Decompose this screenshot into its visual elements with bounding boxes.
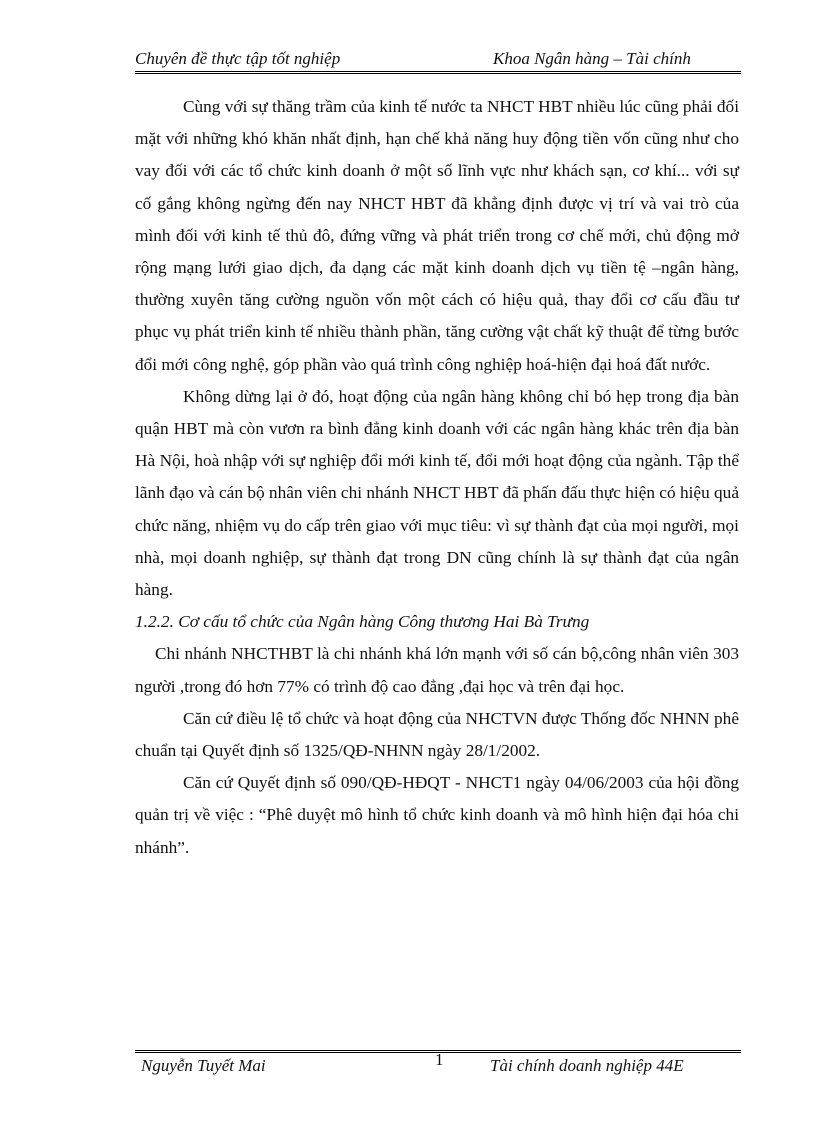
footer-course: Tài chính doanh nghiệp 44E [490, 1056, 684, 1075]
page-footer [135, 1050, 741, 1080]
paragraph-2: Không dừng lại ở đó, hoạt động của ngân hàng không chỉ bó hẹp trong địa bàn quận HBT mà còn vươn ra bình đẳng kinh doanh với các ngân hàng khác trên địa bàn Hà Nội, hoà nhập với sự nghiệp đổi mới kinh tế, đổi mới hoạt động của ngành. Tập thể lãnh đạo và cán bộ nhân viên chi nhánh NHCT HBT đã phấn đấu thực hiện có hiệu quả chức năng, nhiệm vụ do cấp trên giao với mục tiêu: vì sự thành đạt của mọi người, mọi nhà, mọi doanh nghiệp, sự thành đạt trong DN cũng chính là sự thành đạt của ngân hàng. [135, 386, 739, 600]
header-right-title: Khoa Ngân hàng – Tài chính [493, 49, 691, 68]
document-body [135, 91, 739, 864]
paragraph-1: Cùng với sự thăng trầm của kinh tế nước ta NHCT HBT nhiều lúc cũng phải đối mặt với những khó khăn nhất định, hạn chế khả năng huy động tiền vốn cũng như cho vay đối với các tổ chức kinh doanh ở một số lĩnh vực như khách sạn, cơ khí... với sự cố gắng không ngừng đến nay NHCT HBT đã khẳng định được vị trí và vai trò của mình đối với kinh tế thủ đô, đứng vững và phát triển trong cơ chế mới, chủ động mở rộng mạng lưới giao dịch, đa dạng các mặt kinh doanh dịch vụ tiền tệ –ngân hàng, thường xuyên tăng cường nguồn vốn một cách có hiệu quả, thay đổi cơ cấu đầu tư phục vụ phát triển kinh tế nhiều thành phần, tăng cường vật chất kỹ thuật để từng bước đổi mới công nghệ, góp phần vào quá trình công nghiệp hoá-hiện đại hoá đất nước. [135, 97, 739, 374]
page-number: 1 [435, 1050, 444, 1069]
footer-author: Nguyễn Tuyết Mai [141, 1056, 266, 1075]
paragraph-4: Căn cứ điều lệ tổ chức và hoạt động của NHCTVN được Thống đốc NHNN phê chuẩn tại Quyết định số 1325/QĐ-NHNN ngày 28/1/2002. [135, 708, 739, 761]
header-divider [135, 71, 741, 74]
paragraph-5: Căn cứ Quyết định số 090/QĐ-HĐQT - NHCT1 ngày 04/06/2003 của hội đồng quản trị về việc : “Phê duyệt mô hình tổ chức kinh doanh và mô hình hiện đại hóa chi nhánh”. [135, 773, 739, 857]
header-left-title: Chuyên đề thực tập tốt nghiệp [135, 49, 341, 68]
page-header [135, 49, 741, 73]
section-heading: 1.2.2. Cơ cấu tổ chức của Ngân hàng Công thương Hai Bà Trưng [135, 612, 590, 632]
paragraph-3: Chi nhánh NHCTHBT là chi nhánh khá lớn mạnh với số cán bộ,công nhân viên 303 người ,trong đó hơn 77% có trình độ cao đẳng ,đại học và trên đại học. [135, 644, 739, 696]
